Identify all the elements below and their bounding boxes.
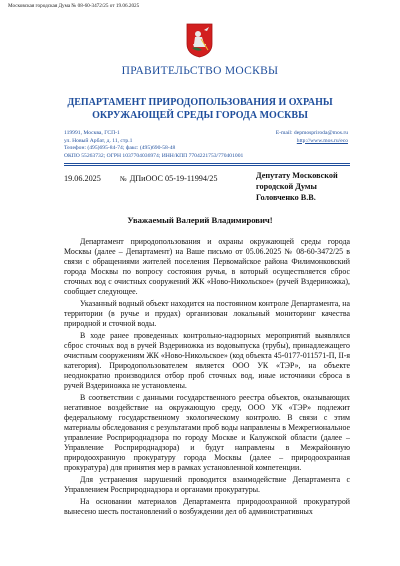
letter-date: 19.06.2025: [64, 174, 101, 183]
contact-details: [64, 130, 243, 160]
header-divider-bottom: [64, 165, 350, 166]
department-name-line2: ОКРУЖАЮЩЕЙ СРЕДЫ ГОРОДА МОСКВЫ: [92, 110, 308, 121]
body-paragraph: В ходе ранее проведенных контрольно-надзорных мероприятий выявлялся сброс сточных вод в ручей Вздериножка из водовыпуска (трубы), принадлежащего очистным сооружениям ЖК «Ново-Никольское» (код объекта 45-0177-011571-П, II-я категория). Природопользователем является ООО УК «ТЭР», на объекте неоднократно производился отбор проб сточных вод, иные источники сброса в ручей Вздериножка не установлены.: [64, 331, 350, 390]
addressee-line3: Головченко В.В.: [256, 193, 316, 202]
registration-stamp: Московская городская Дума № 08-60-3472/25 от 19.06.2025: [8, 3, 140, 9]
department-name: [0, 96, 400, 122]
registration-codes: ОКПО 55263732; ОГРН 1037704036974; ИНН/КПП 7704221753/770401001: [64, 152, 244, 159]
body-paragraph: Для устранения нарушений проводится взаимодействие Департамента с Управлением Росприроднадзора и органами прокуратуры.: [64, 475, 350, 494]
online-contacts: [276, 130, 348, 145]
address-line2: ул. Новый Арбат, д. 11, стр.1: [64, 137, 133, 144]
body-paragraph: Департамент природопользования и охраны окружающей среды города Москвы (далее – Департамент) на Ваше письмо от 05.06.2025 № 08-60-3472/25 в связи с обращениями жителей поселения Первомайское района Филимонковский города Москвы по вопросу состояния ручья, в который осуществляется сброс сточных вод с очистных сооружений ЖК «Ново-Никольское» (ручей Вздериножка), сообщает следующее.: [64, 237, 350, 296]
letter-number-value: ДПиООС 05-19-11994/25: [129, 174, 218, 183]
body-paragraph: На основании материалов Департамента природоохранной прокуратурой вынесено шесть постановлений о возбуждении дел об административных: [64, 497, 350, 516]
website-link[interactable]: http://www.mos.ru/eco: [296, 137, 348, 144]
addressee-block: [256, 170, 338, 203]
letter-body: [64, 237, 350, 519]
address-line1: 119991, Москва, ГСП-1: [64, 130, 120, 136]
phone-fax: Телефон: (495)695-84-74; факс: (495)690-58-48: [64, 145, 176, 152]
government-title: ПРАВИТЕЛЬСТВО МОСКВЫ: [121, 65, 279, 77]
body-paragraph: В соответствии с данными государственного реестра объектов, оказывающих негативное воздействие на окружающую среду, ООО УК «ТЭР» подлежит федеральному государственному экологическому контролю. В связи с этим материалы обследования с результатами проб воды направлены в Межрегиональное управление Росприроднадзора по городу Москве и Калужской области (далее – Управление Росприроднадзора) и будут направлены в Межрайонную природоохранную прокуратуру города Москвы (далее – природоохранная прокуратура) для принятия мер в рамках установленной компетенции.: [64, 393, 350, 472]
body-paragraph: Указанный водный объект находится на постоянном контроле Департамента, на территории (в ручье и прудах) организован локальный мониторинг качества природной и сточной воды.: [64, 299, 350, 328]
number-sign: №: [120, 175, 127, 183]
letter-number: [120, 174, 217, 183]
salutation: Уважаемый Валерий Владимирович!: [127, 215, 273, 225]
email-address[interactable]: E-mail: depmospriroda@mos.ru: [275, 130, 348, 136]
header-divider-top: [64, 163, 350, 164]
department-name-line1: ДЕПАРТАМЕНТ ПРИРОДОПОЛЬЗОВАНИЯ И ОХРАНЫ: [67, 97, 333, 108]
moscow-coat-of-arms-icon: [186, 22, 213, 58]
addressee-line2: городской Думы: [256, 182, 317, 191]
addressee-line1: Депутату Московской: [256, 171, 338, 180]
